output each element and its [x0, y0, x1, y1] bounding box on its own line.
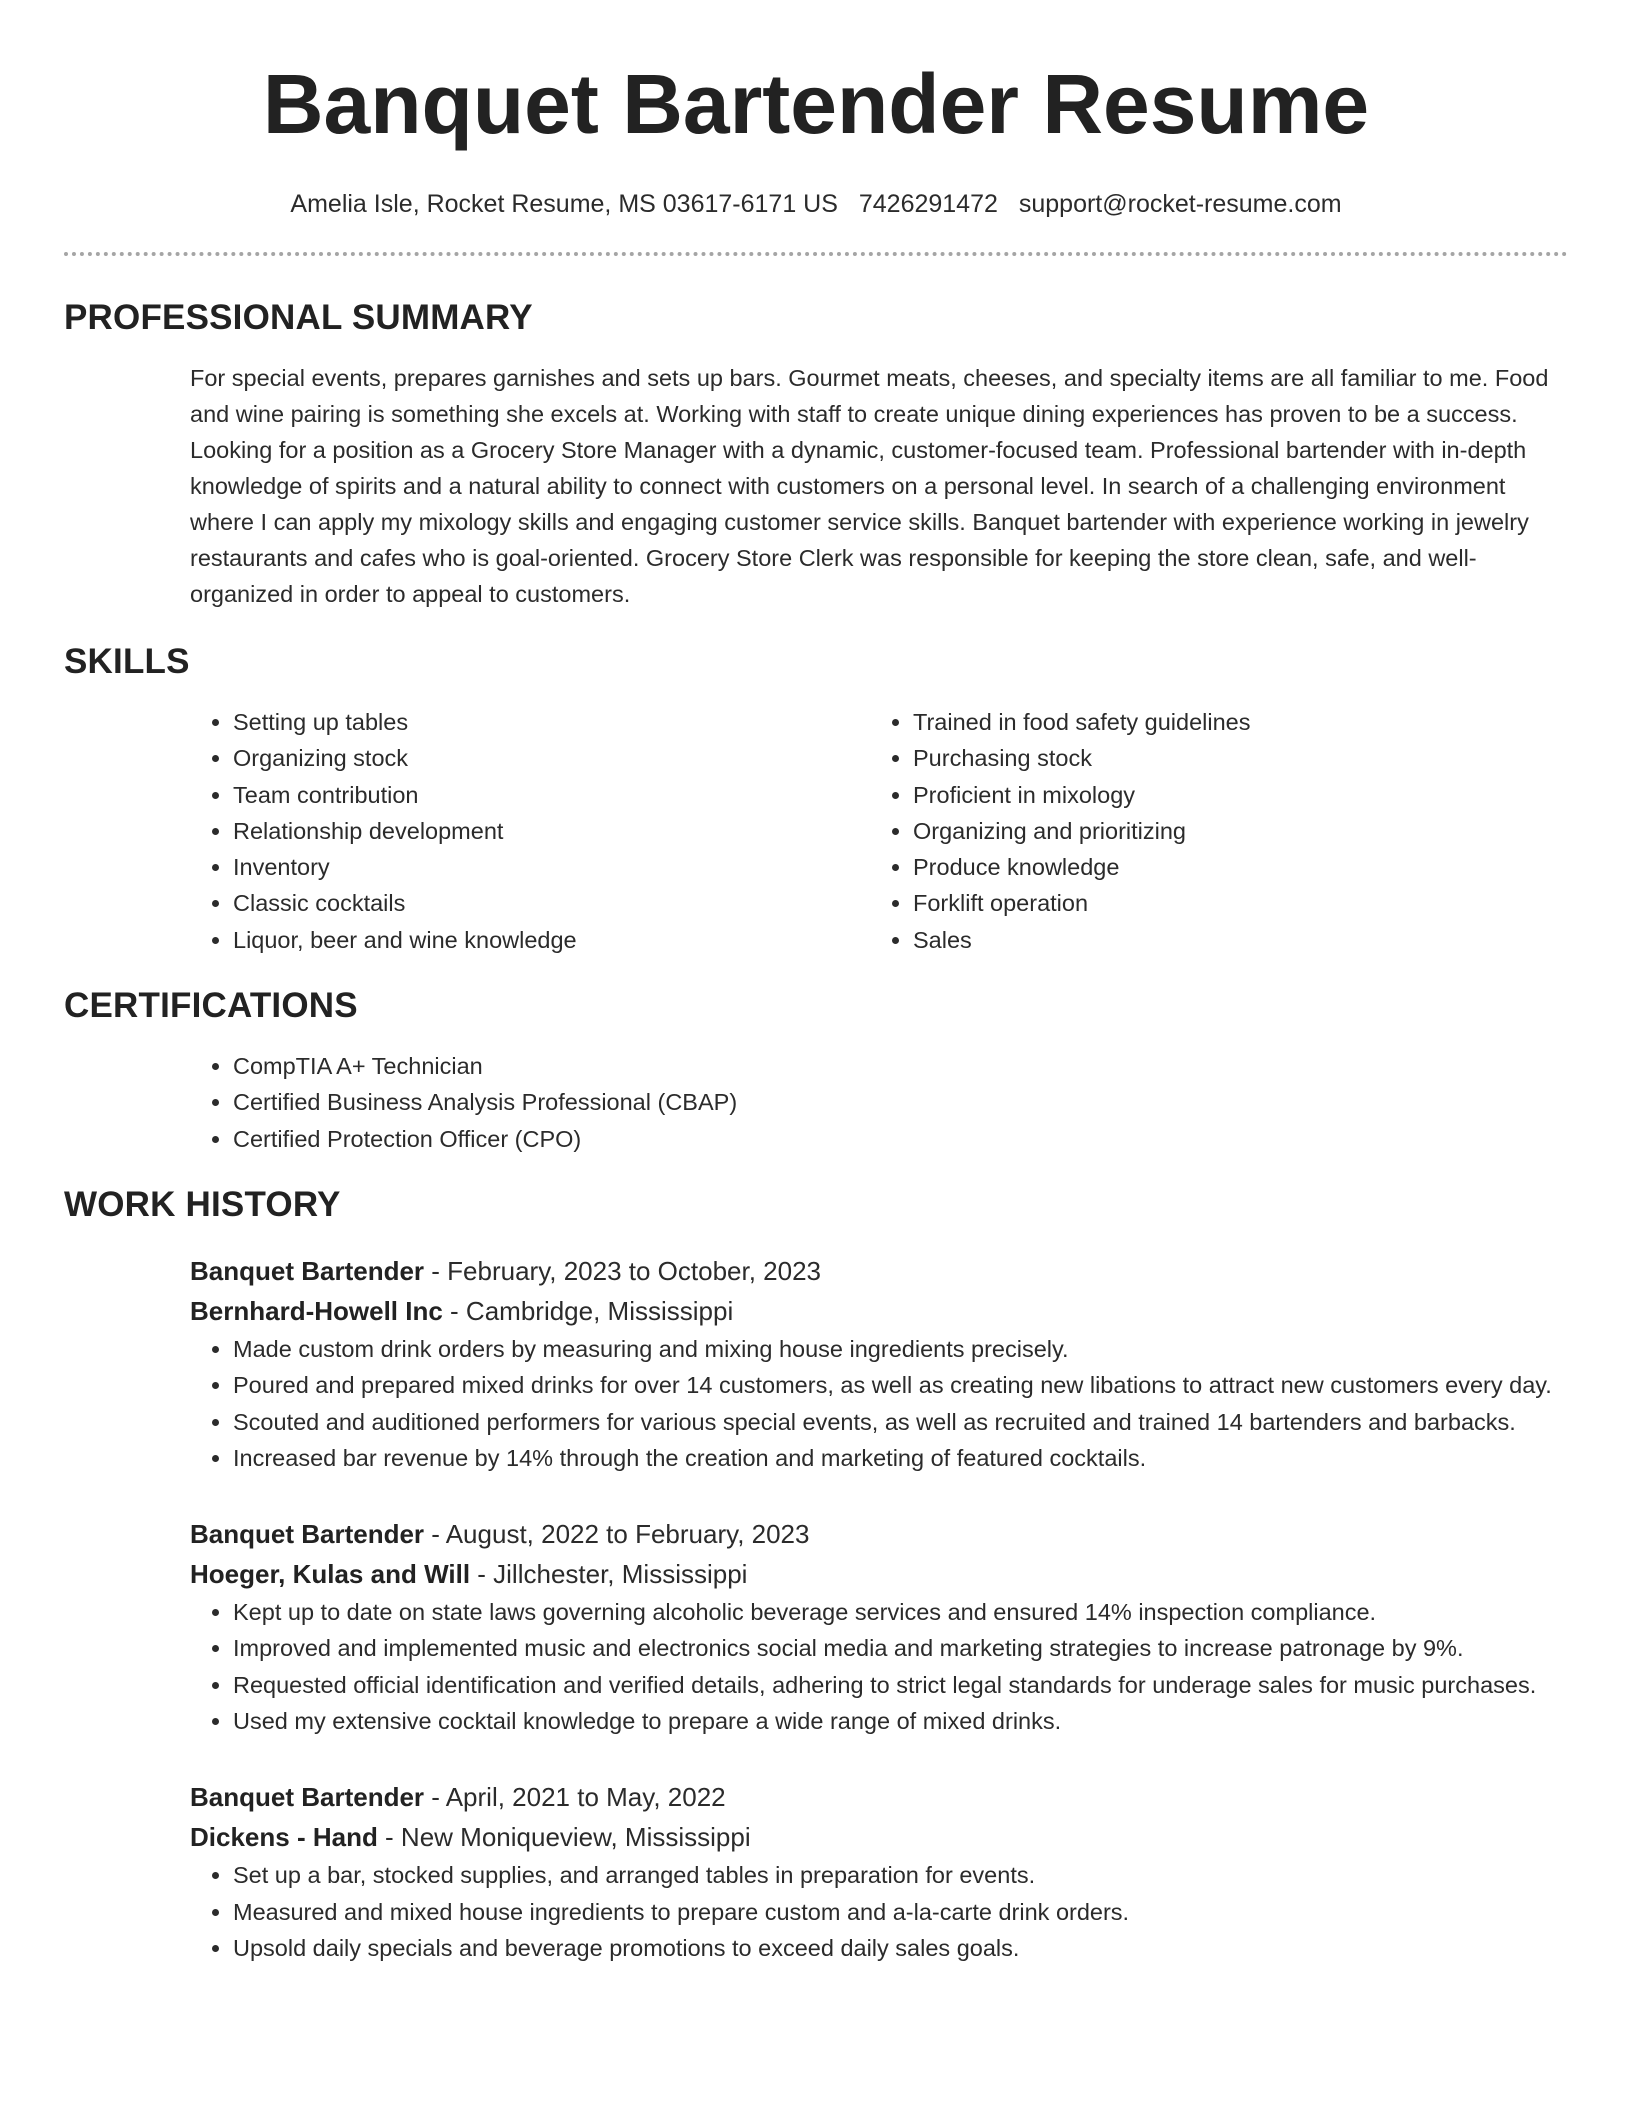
job-company-line: [190, 1554, 1568, 1594]
certification-item: • Certified Business Analysis Professional (CBAP): [233, 1084, 1568, 1120]
job-company: Dickens - Hand: [190, 1822, 378, 1853]
job-duty-item: • Upsold daily specials and beverage promotions to exceed daily sales goals.: [233, 1930, 1568, 1966]
job-role: Banquet Bartender: [190, 1255, 425, 1286]
job-company: Hoeger, Kulas and Will: [190, 1559, 471, 1590]
job-duty-item: • Requested official identification and verified details, adhering to strict legal standards for underage sales for music purchases.: [233, 1667, 1568, 1703]
job-location: - New Moniqueview, Mississippi: [377, 1822, 751, 1853]
skill-item: • Setting up tables: [233, 704, 870, 740]
job-duty-item: • Scouted and auditioned performers for various special events, as well as recruited and trained 14 bartenders and barbacks.: [233, 1404, 1568, 1440]
certifications-heading: CERTIFICATIONS: [64, 986, 358, 1026]
skill-item: • Classic cocktails: [233, 885, 870, 921]
contact-address: Amelia Isle, Rocket Resume, MS 03617-6171 US: [290, 190, 838, 218]
job-role: Banquet Bartender: [190, 1782, 425, 1813]
job-company-line: [190, 1817, 1568, 1857]
certification-item: • Certified Protection Officer (CPO): [233, 1121, 1568, 1157]
job-duty-item: • Poured and prepared mixed drinks for over 14 customers, as well as creating new libations to attract new customers every day.: [233, 1367, 1568, 1403]
skill-item: • Proficient in mixology: [913, 777, 1550, 813]
skills-column-right: [870, 704, 1550, 958]
job-entry: [190, 1514, 1568, 1739]
summary-heading: PROFESSIONAL SUMMARY: [64, 298, 533, 337]
skill-item: • Purchasing stock: [913, 740, 1550, 776]
job-dates: - April, 2021 to May, 2022: [424, 1782, 726, 1813]
job-location: - Jillchester, Mississippi: [470, 1559, 748, 1590]
job-company-line: [190, 1291, 1568, 1331]
job-dates: - February, 2023 to October, 2023: [424, 1255, 822, 1286]
work-history-heading: WORK HISTORY: [64, 1184, 341, 1224]
job-company: Bernhard-Howell Inc: [190, 1295, 443, 1326]
contact-email: support@rocket-resume.com: [1018, 190, 1342, 218]
job-title-line: [190, 1777, 1568, 1817]
job-role: Banquet Bartender: [190, 1519, 425, 1550]
skill-item: • Forklift operation: [913, 885, 1550, 921]
header-divider: [64, 252, 1568, 256]
job-duty-item: • Used my extensive cocktail knowledge to prepare a wide range of mixed drinks.: [233, 1703, 1568, 1739]
job-dates: - August, 2022 to February, 2023: [424, 1519, 810, 1550]
job-location: - Cambridge, Mississippi: [442, 1295, 734, 1326]
summary-text: For special events, prepares garnishes and sets up bars. Gourmet meats, cheeses, and specialty items are all familiar to me. Food and wine pairing is something she excels at. Working with staff to create unique dining experiences has proven to be a success. Looking for a position as a Grocery Store Manager with a dynamic, customer-focused team. Professional bartender with in-depth knowledge of spirits and a natural ability to connect with customers on a personal level. In search of a challenging environment where I can apply my mixology skills and engaging customer service skills. Banquet bartender with experience working in jewelry restaurants and cafes who is goal-oriented. Grocery Store Clerk was responsible for keeping the store clean, safe, and well-organized in order to appeal to customers.: [190, 365, 1549, 607]
job-entry: [190, 1251, 1568, 1476]
job-duty-item: • Improved and implemented music and electronics social media and marketing strategies to increase patronage by 9%.: [233, 1630, 1568, 1666]
certifications-list: [190, 1048, 1568, 1157]
skill-item: • Organizing stock: [233, 740, 870, 776]
skill-item: • Organizing and prioritizing: [913, 813, 1550, 849]
contact-phone: 7426291472: [858, 190, 998, 218]
skills-column-left: [190, 704, 870, 958]
skill-item: • Liquor, beer and wine knowledge: [233, 922, 870, 958]
job-title-line: [190, 1251, 1568, 1291]
job-title-line: [190, 1514, 1568, 1554]
skill-item: • Trained in food safety guidelines: [913, 704, 1550, 740]
job-duty-item: • Made custom drink orders by measuring and mixing house ingredients precisely.: [233, 1331, 1568, 1367]
skill-item: • Relationship development: [233, 813, 870, 849]
job-duty-item: • Kept up to date on state laws governing alcoholic beverage services and ensured 14% inspection compliance.: [233, 1594, 1568, 1630]
skill-item: • Inventory: [233, 849, 870, 885]
job-duty-item: • Increased bar revenue by 14% through the creation and marketing of featured cocktails.: [233, 1440, 1568, 1476]
job-entry: [190, 1777, 1568, 1966]
certification-item: • CompTIA A+ Technician: [233, 1048, 1568, 1084]
skills-heading: SKILLS: [64, 642, 190, 681]
skill-item: • Team contribution: [233, 777, 870, 813]
skills-list: [190, 704, 1568, 958]
job-duties: [190, 1594, 1568, 1739]
job-duties: [190, 1331, 1568, 1476]
resume-title: Banquet Bartender Resume: [262, 57, 1370, 151]
skill-item: • Sales: [913, 922, 1550, 958]
job-duty-item: • Measured and mixed house ingredients to prepare custom and a-la-carte drink orders.: [233, 1894, 1568, 1930]
skill-item: • Produce knowledge: [913, 849, 1550, 885]
contact-line: [64, 188, 1568, 220]
job-duty-item: • Set up a bar, stocked supplies, and arranged tables in preparation for events.: [233, 1857, 1568, 1893]
job-duties: [190, 1857, 1568, 1966]
resume-header: [64, 0, 1568, 220]
